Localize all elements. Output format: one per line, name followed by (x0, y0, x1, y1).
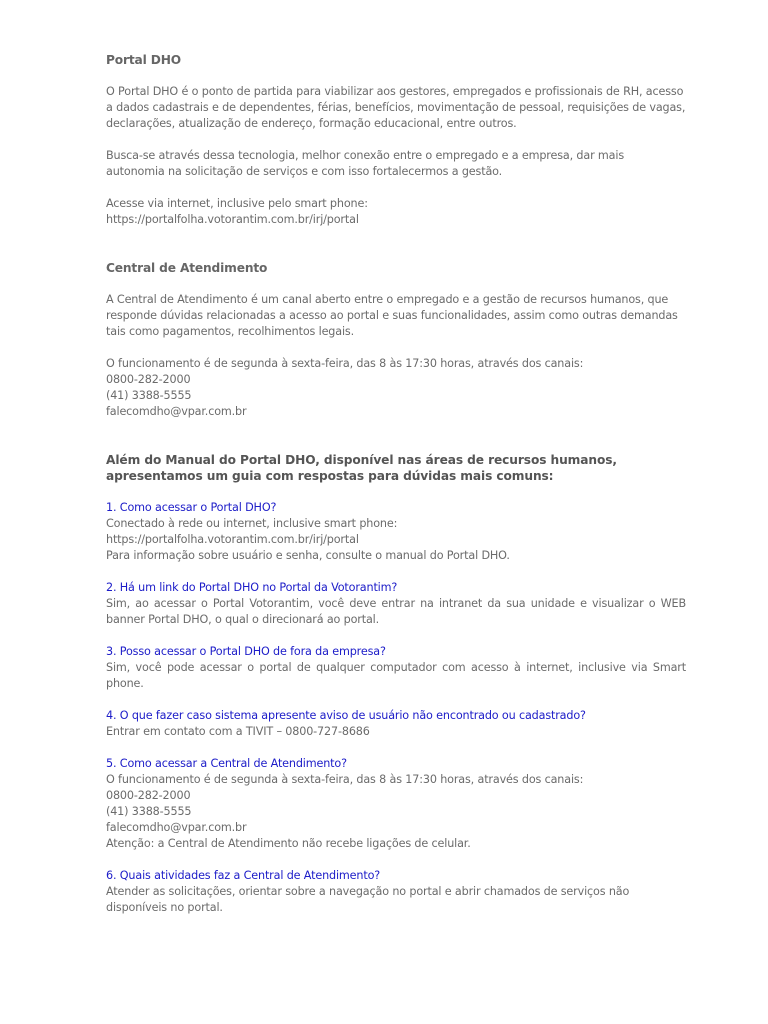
faq-item-5 (106, 756, 686, 852)
central-phone-2: (41) 3388-5555 (106, 389, 192, 402)
faq-question-3: 3. Posso acessar o Portal DHO de fora da empresa? (106, 645, 386, 658)
faq-item-1 (106, 500, 686, 564)
portal-busca-paragraph: Busca-se através dessa tecnologia, melhor conexão entre o empregado e a empresa, dar mais autonomia na solicitação de serviços e com isso fortalecermos a gestão. (106, 149, 625, 178)
faq-answer-4: Entrar em contato com a TIVIT – 0800-727-8686 (106, 725, 370, 738)
faq-question-2: 2. Há um link do Portal DHO no Portal da Votorantim? (106, 581, 398, 594)
faq-question-6: 6. Quais atividades faz a Central de Atendimento? (106, 869, 381, 882)
faq-item-3 (106, 644, 686, 692)
central-email: falecomdho@vpar.com.br (106, 405, 247, 418)
faq-item-2 (106, 580, 686, 628)
faq-answer-1-line-1: Conectado à rede ou internet, inclusive smart phone: (106, 517, 398, 530)
portal-dho-heading: Portal DHO (106, 53, 181, 67)
faq-intro: Além do Manual do Portal DHO, disponível nas áreas de recursos humanos, apresentamos um guia com respostas para dúvidas mais comuns: (106, 453, 617, 483)
faq-item-4 (106, 708, 686, 740)
faq-answer-2: Sim, ao acessar o Portal Votorantim, você deve entrar na intranet da sua unidade e visualizar o WEB banner Portal DHO, o qual o direcionará ao portal. (106, 597, 686, 626)
faq-item-6 (106, 868, 686, 916)
central-heading: Central de Atendimento (106, 261, 268, 275)
portal-intro-paragraph: O Portal DHO é o ponto de partida para viabilizar aos gestores, empregados e profissionais de RH, acesso a dados cadastrais e de dependentes, férias, benefícios, movimentação de pessoal, requisições de vagas, declarações, atualização de endereço, formação educacional, entre outros. (106, 85, 686, 130)
portal-url: https://portalfolha.votorantim.com.br/irj/portal (106, 213, 359, 226)
faq-question-5: 5. Como acessar a Central de Atendimento? (106, 757, 347, 770)
faq-answer-5-line-4: falecomdho@vpar.com.br (106, 821, 247, 834)
faq-answer-3: Sim, você pode acessar o portal de qualquer computador com acesso à internet, inclusive via Smart phone. (106, 661, 686, 690)
faq-answer-1-line-2: https://portalfolha.votorantim.com.br/irj/portal (106, 533, 359, 546)
portal-access-line: Acesse via internet, inclusive pelo smart phone: (106, 197, 368, 210)
faq-answer-5-line-3: (41) 3388-5555 (106, 805, 192, 818)
central-phone-1: 0800-282-2000 (106, 373, 191, 386)
faq-answer-5-line-1: O funcionamento é de segunda à sexta-feira, das 8 às 17:30 horas, através dos canais: (106, 773, 584, 786)
document-content (106, 52, 686, 916)
faq-answer-5-line-2: 0800-282-2000 (106, 789, 191, 802)
faq-question-1: 1. Como acessar o Portal DHO? (106, 501, 277, 514)
faq-answer-1-line-3: Para informação sobre usuário e senha, consulte o manual do Portal DHO. (106, 549, 510, 562)
central-hours: O funcionamento é de segunda à sexta-feira, das 8 às 17:30 horas, através dos canais: (106, 357, 584, 370)
faq-question-4: 4. O que fazer caso sistema apresente aviso de usuário não encontrado ou cadastrado? (106, 709, 586, 722)
central-description: A Central de Atendimento é um canal aberto entre o empregado e a gestão de recursos humanos, que responde dúvidas relacionadas a acesso ao portal e suas funcionalidades, assim como outras demandas tais como pagamentos, recolhimentos legais. (106, 293, 678, 338)
faq-answer-5-line-5: Atenção: a Central de Atendimento não recebe ligações de celular. (106, 837, 471, 850)
faq-answer-6: Atender as solicitações, orientar sobre a navegação no portal e abrir chamados de serviços não disponíveis no portal. (106, 885, 630, 914)
